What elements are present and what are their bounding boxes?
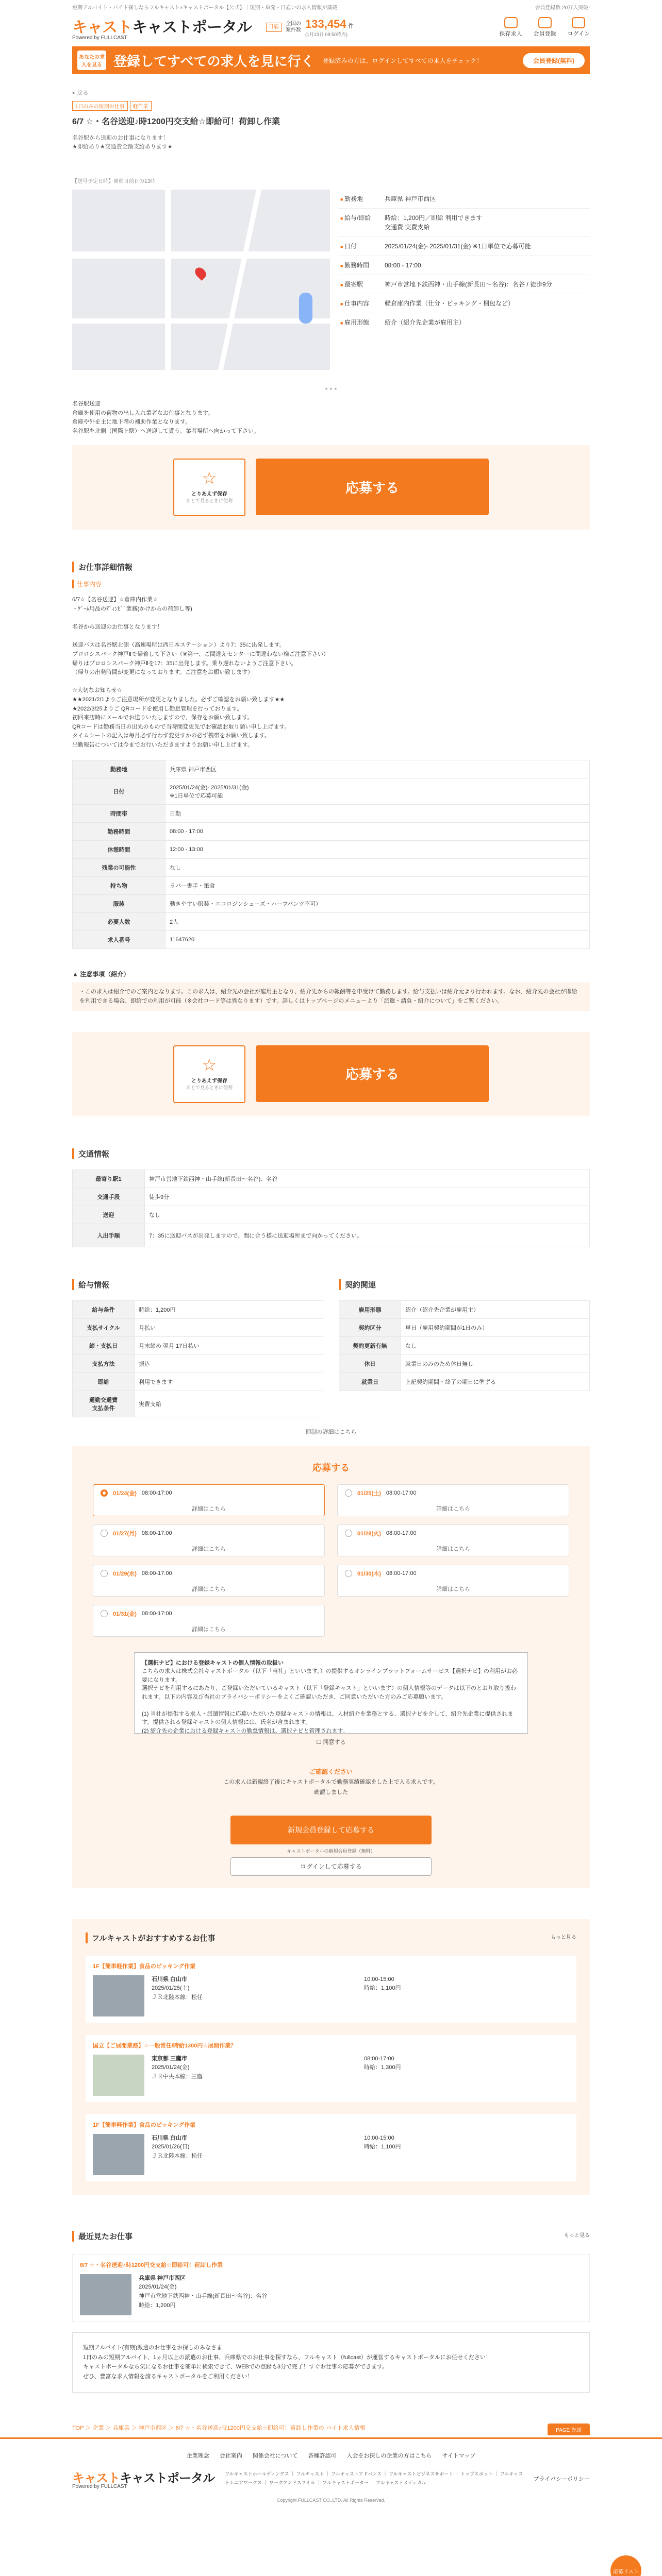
table-value: 2025/01/24(金)- 2025/01/31(金) ※1日単位で応募可能: [166, 778, 590, 805]
banner-register-button[interactable]: 会員登録(無料): [523, 53, 585, 68]
date-option[interactable]: [93, 1565, 325, 1597]
note-title-text: 注意事項（紹介）: [80, 971, 130, 978]
footer-link[interactable]: 入会をお探しの企業の方はこちら: [346, 2452, 432, 2459]
recommend-title: フルキャストがおすすめするお仕事: [92, 1934, 216, 1943]
job-update-note: 【送号予定日時】開催日前日の13時: [72, 179, 156, 184]
back-label: 戻る: [77, 90, 89, 96]
time-label: 08:00-17:00: [141, 1570, 172, 1577]
date-detail-link[interactable]: 詳細はこちら: [436, 1546, 470, 1552]
footer-link[interactable]: 関係会社について: [252, 2452, 298, 2459]
card-title: 6/7 ☆・名谷送迎♪時1200円交支給☆即給可！荷卸し作業: [80, 2262, 223, 2268]
group-sites[interactable]: フルキャストホールディングス ｜ フルキャスト ｜ フルキャストアドバンス ｜ フルキャストビジネスサポート ｜ トップスポット ｜ フルキャストシニアワークス ｜ ワークアンドスマイル ｜ フルキャストポーター ｜ フルキャストメディカル: [225, 2471, 523, 2485]
table-row: [73, 841, 590, 859]
privacy-link[interactable]: プライバシーポリシー: [533, 2476, 590, 2482]
agree-label: 同意する: [323, 1739, 346, 1745]
agree-checkbox[interactable]: ☐ 同意する: [316, 1739, 346, 1745]
summary-value: 08:00 - 17:00: [385, 262, 421, 269]
register-apply-button[interactable]: 新規会員登録して応募する: [230, 1816, 432, 1844]
card-time: 08:00-17:00: [364, 2055, 394, 2062]
summary-key: ■ 勤務時間: [338, 261, 385, 270]
table-value: 実費支給: [135, 1391, 323, 1417]
save-sub: あとで見るときに便利: [186, 1084, 233, 1090]
table-value: 11647620: [166, 931, 590, 949]
card-place: 石川県 白山市: [152, 2134, 188, 2141]
job-count-number: 133,454: [305, 17, 346, 30]
job-count-date: (1月23日 09:50時点): [305, 31, 348, 37]
card-pay: 時給：1,100円: [364, 2144, 401, 2150]
summary-row: [338, 256, 590, 275]
table-row: [73, 1372, 323, 1391]
card-station: ＪＲ中央本線：三鷹: [152, 2074, 203, 2080]
table-key: 時間帯: [73, 805, 166, 823]
register-link[interactable]: [534, 17, 556, 38]
card-title: 国立【ご展開業務】☆一般常任/時給1300円☆展開作業？: [93, 2042, 237, 2049]
card-thumbnail: [93, 2134, 144, 2175]
table-value: 12:00 - 13:00: [166, 841, 590, 859]
date-detail-link[interactable]: 詳細はこちら: [192, 1626, 226, 1633]
register-banner[interactable]: [72, 46, 590, 74]
footer-logo[interactable]: キャストキャストポータル Powered by FULLCAST: [72, 2471, 214, 2489]
summary-value: 時給：1,200円／即給 利用できます 交通費 実費支給: [385, 214, 483, 231]
table-row: [73, 1336, 323, 1354]
date-option[interactable]: [337, 1484, 569, 1516]
table-row: [73, 823, 590, 841]
date-option[interactable]: [93, 1484, 325, 1516]
table-key: 求人番号: [73, 931, 166, 949]
table-key: 休憩時間: [73, 841, 166, 859]
card-thumbnail: [93, 2055, 144, 2096]
apply-section: [72, 1446, 590, 1888]
apply-section-title: 応募する: [312, 1462, 350, 1473]
detail-section-title: お仕事詳細情報: [72, 562, 590, 572]
table-value: 単日（雇用契約期間が1日のみ）: [401, 1318, 590, 1336]
table-row: [73, 1224, 590, 1247]
summary-key: ■ 日付: [338, 242, 385, 251]
date-option[interactable]: [337, 1524, 569, 1556]
table-value: なし: [401, 1336, 590, 1354]
banner-subtitle: 登録済みの方は、ログインしてすべての求人をチェック！: [322, 57, 483, 64]
note-box: ・この求人は紹介でのご案内となります。この求人は、紹介先の会社が雇用主となり、紹介先からの報酬等を申受けて勤務します。給与支払いは紹介元より行われます。なお、紹介先の会社が即給を利用できる場合、即給での利用が可能（※会社コード等は異なります）です。詳しくはトップページのメニューより「派遣・請負・紹介について」をご覧ください。: [72, 982, 590, 1011]
date-detail-link[interactable]: 詳細はこちら: [192, 1505, 226, 1512]
table-key: 日付: [73, 778, 166, 805]
radio-icon: [101, 1530, 108, 1537]
table-value: 振込: [135, 1354, 323, 1372]
contract-section-title: 契約関連: [339, 1279, 590, 1290]
card-station: 神戸市営地下鉄西神・山手線(新長田～名谷)：名谷: [139, 2293, 268, 2300]
terms-text: こちらの求人は株式会社キャストポータル（以下「当社」といいます。）の提供するオンラインプラットフォームサービス【選択ナビ】の利用がお必要になります。 選択ナビを利用するにあたり、ご登録いただいているキャスト（以下「登録キャスト」といいます）の個人情報等のデータは以下のとおり取り扱われます。以下の内容及び当社のプライバシーポリシーをよくご確認いただき、ご同意いただいた方のみご応募願います。 (1) 当社が提供する求人・派遣情報に応募いただいた登録キャストの情報は、人材紹介を業務とする、選択ナビを介して、紹介先企業に提供されます。提供される登録キャストの個人情報には、氏名が含まれます。 (2) 紹介先の企業における登録キャストの勤怠情報は、選択ナビと管理されます。: [142, 1668, 518, 1734]
time-label: 08:00-17:00: [386, 1489, 417, 1496]
login-link[interactable]: [568, 17, 590, 38]
table-row: [73, 1188, 590, 1206]
top-bar-text: 短期アルバイト・バイト探しならフルキャスト×キャストポータル【公式】｜短期・単発・日雇いの求人情報が満載: [72, 5, 338, 11]
table-row: [73, 805, 590, 823]
footer-link[interactable]: サイトマップ: [442, 2452, 476, 2459]
table-key: 契約更新有無: [339, 1336, 401, 1354]
job-count-label-3: 案件数: [286, 27, 301, 33]
login-apply-button[interactable]: ログインして応募する: [230, 1857, 432, 1876]
table-key: 入出手順: [73, 1224, 145, 1247]
date-detail-link[interactable]: 詳細はこちら: [436, 1505, 470, 1512]
table-key: 必要人数: [73, 913, 166, 931]
footer-links: [0, 2451, 662, 2460]
table-key: 支払方法: [73, 1354, 135, 1372]
job-tag: 1日のみの短期お仕事: [72, 101, 128, 111]
table-value: なし: [145, 1206, 590, 1224]
salary-section: [72, 1247, 323, 1417]
desc-line: 名谷駅送迎: [72, 401, 101, 407]
card-pay: 時給：1,100円: [364, 1985, 401, 1992]
page-top-button[interactable]: PAGE 先頭: [548, 2424, 590, 2435]
table-row: [339, 1354, 590, 1372]
logo-powered: Powered by FULLCAST: [72, 35, 127, 41]
job-subtitle: [72, 134, 590, 151]
note-title: [72, 970, 590, 978]
table-key: 休日: [339, 1354, 401, 1372]
table-key: 通勤交通費 支払条件: [73, 1391, 135, 1417]
table-value: 月末締め 翌月 17日払い: [135, 1336, 323, 1354]
time-label: 08:00-17:00: [386, 1570, 417, 1577]
card-place: 石川県 白山市: [152, 1976, 188, 1982]
table-row: [339, 1300, 590, 1318]
job-count-label-2: 全国の: [286, 21, 301, 27]
star-icon: ☆: [202, 469, 217, 488]
banner-label: あなたの求人を見る: [77, 50, 106, 70]
card-pay: 時給：1,200円: [139, 2302, 176, 2309]
table-key: 勤務地: [73, 760, 166, 778]
terms-box[interactable]: [134, 1652, 528, 1734]
recent-more-link[interactable]: もっと見る: [564, 2232, 590, 2239]
table-value: 時給：1,200円: [135, 1300, 323, 1318]
table-key: 服装: [73, 895, 166, 913]
radio-icon: [345, 1530, 352, 1537]
apply-box: [72, 445, 590, 530]
apply-box-2: [72, 1032, 590, 1116]
footer-link[interactable]: 各種許認可: [308, 2452, 337, 2459]
table-key: 締・支払日: [73, 1336, 135, 1354]
table-key: 残業の可能性: [73, 859, 166, 877]
top-bar: [0, 0, 662, 11]
card-date: 2025/01/26(日): [152, 2144, 190, 2150]
card-thumbnail: [93, 1975, 144, 2016]
card-pay: 時給：1,300円: [364, 2064, 401, 2071]
recommend-card[interactable]: [86, 2114, 576, 2181]
table-key: 交通手段: [73, 1188, 145, 1206]
table-key: 契約区分: [339, 1318, 401, 1336]
table-value: 月払い: [135, 1318, 323, 1336]
table-row: [73, 895, 590, 913]
bookmark-icon: [504, 17, 518, 28]
contract-table: [339, 1300, 590, 1391]
footer-link[interactable]: 会社案内: [219, 2452, 242, 2459]
card-thumbnail: [80, 2274, 131, 2315]
date-option[interactable]: [93, 1524, 325, 1556]
summary-value: 紹介（紹介先企業が雇用主）: [385, 319, 466, 326]
login-note-text: この求人は新規終了後にキャストポータルで勤務実績確認をした上で入る求人です。 確認しました: [223, 1779, 439, 1796]
header: [0, 11, 662, 43]
summary-key: ■ 雇用形態: [338, 318, 385, 327]
star-icon: ☆: [202, 1055, 217, 1074]
table-row: [339, 1336, 590, 1354]
job-description: [72, 400, 590, 436]
terms-title: 【選択ナビ】における登録キャストの個人情報の取扱い: [142, 1659, 284, 1666]
warning-icon: ▲: [72, 971, 80, 978]
summary-key: ■ 最寄駅: [338, 280, 385, 289]
table-value: 利用できます: [135, 1372, 323, 1391]
recommend-section: [72, 1919, 590, 2195]
card-title: 1F【簡単軽作業】食品のピッキング作業: [93, 2122, 196, 2128]
footer-logos: [0, 2460, 662, 2498]
card-title: 1F【簡単軽作業】食品のピッキング作業: [93, 1963, 196, 1970]
table-row: [73, 778, 590, 805]
date-label: 01/29(水): [113, 1570, 137, 1577]
top-bar-member-count: 会員登録数 20万人突破!: [535, 5, 590, 11]
table-row: [73, 1391, 323, 1417]
detail-text: 6/7☆【名谷送迎】☆倉庫内作業☆ ・ｹﾞｰﾑ用品のﾃﾞｨﾝﾋﾞﾞ業務(かけからの荷卸し等) 名谷から送迎のお仕事となります！ 送迎バスは名谷駅北側（高速場所は西日本ステーション）より7：35に出発します。 プロロシスパーク神戸Ⅱで帰着して下さい（※第一、ご間違えセンターに間違わない様ご注意下さい） 帰りはプロロシスパーク神戸Ⅱを17：35に出発します。乗り遅れないようご注意下さい。 （帰りの出発時間が変更になっております。ご注意をお願い致します） ☆大切なお知らせ☆ ★★2021/2/1よりご注意場所が変更となりました。必ずご確認をお願い致します★★ ★2022/3/25よりご QRコードを使用し勤怠管理を行っております。 初回来店時にメールでお送りいたしますので、保存をお願い致します。 QRコードは勤務当日の出先のもので当時間変更先でお確認お取り願い申し上げます。 タイムシートの記入は毎月必ず行わず変更すかの必ず携帯をお願い致します。 出勤報告については今までお行いただきますようお願い申し上げます。: [72, 597, 329, 748]
back-link[interactable]: < 戻る: [72, 90, 89, 96]
summary-key: ■ 仕事内容: [338, 299, 385, 308]
table-key: 即給: [73, 1372, 135, 1391]
date-detail-link[interactable]: 詳細はこちら: [192, 1546, 226, 1552]
time-label: 08:00-17:00: [141, 1489, 172, 1496]
access-table: [72, 1170, 590, 1247]
login-label: ログイン: [567, 31, 590, 37]
summary-row: [338, 190, 590, 209]
table-row: [73, 877, 590, 895]
radio-icon: [101, 1610, 108, 1617]
detail-subsection-title: 仕事内容: [72, 580, 590, 588]
detail-table: [72, 760, 590, 949]
table-value: 7：35に送迎バスが出発しますので、間に合う様に送迎場所まで向かってください。: [145, 1224, 590, 1247]
table-row: [73, 760, 590, 778]
logo-text: キャストポータル: [132, 19, 252, 36]
contract-section: [339, 1247, 590, 1417]
more-detail-link[interactable]: 即制の詳細はこちら: [305, 1429, 357, 1435]
job-summary: [338, 190, 590, 370]
table-row: [73, 931, 590, 949]
register-label: 会員登録: [533, 31, 556, 37]
summary-row: [338, 313, 590, 332]
radio-icon: [345, 1570, 352, 1577]
table-key: 送迎: [73, 1206, 145, 1224]
user-plus-icon: [538, 17, 552, 28]
table-key: 勤務時間: [73, 823, 166, 841]
card-time: 10:00-15:00: [364, 2134, 394, 2141]
banner-title: 登録してすべての求人を見に行く: [113, 53, 315, 69]
table-value: 兵庫県 神戸市西区: [166, 760, 590, 778]
apply-button[interactable]: 応募する: [256, 1045, 489, 1102]
desc-line: 倉庫や外を主に地下階の補助作業となります。: [72, 419, 191, 426]
save-sub: あとで見るときに便利: [186, 498, 233, 504]
summary-row: [338, 237, 590, 256]
job-count-badge: 日雇: [266, 23, 282, 32]
table-key: 持ち物: [73, 877, 166, 895]
table-value: ラバー書手・筆食: [166, 877, 590, 895]
job-count: [266, 18, 354, 38]
summary-value: 神戸市営地下鉄西神・山手線(新長田～名谷)：名谷 / 徒歩9分: [385, 281, 552, 288]
date-label: 01/31(金): [113, 1611, 137, 1617]
footer-logo-powered: Powered by FULLCAST: [72, 2483, 127, 2489]
save-job-button[interactable]: [173, 1045, 245, 1103]
summary-row: [338, 209, 590, 237]
table-key: 就業日: [339, 1372, 401, 1391]
recent-card[interactable]: [72, 2254, 590, 2322]
summary-key: ■ 給与/即給: [338, 213, 385, 232]
table-key: 支払サイクル: [73, 1318, 135, 1336]
table-value: なし: [166, 859, 590, 877]
date-detail-link[interactable]: 詳細はこちら: [436, 1586, 470, 1592]
saved-jobs-link[interactable]: [500, 17, 522, 38]
card-date: 2025/01/25(土): [152, 1985, 190, 1992]
card-date: 2025/01/24(金): [152, 2064, 190, 2071]
table-row: [73, 1318, 323, 1336]
table-value: 神戸市営地下鉄西神・山手線(新長田～名谷)：名谷: [145, 1170, 590, 1188]
job-title: 6/7 ☆・名谷送迎♪時1200円交支給☆即給可！荷卸し作業: [72, 117, 280, 126]
date-label: 01/24(金): [113, 1490, 137, 1497]
footer-link[interactable]: 企業理念: [186, 2452, 209, 2459]
time-label: 08:00-17:00: [141, 1610, 172, 1617]
logo[interactable]: キャストキャストポータル Powered by FULLCAST: [72, 19, 252, 41]
footer-logo-text: キャストポータル: [120, 2471, 214, 2485]
table-value: 徒歩9分: [145, 1188, 590, 1206]
job-count-labels: [286, 21, 301, 33]
date-list: [93, 1484, 569, 1637]
table-key: 雇用形態: [339, 1300, 401, 1318]
breadcrumb-text[interactable]: TOP ＞ 企業 ＞ 兵庫県 ＞ 神戸市西区 ＞ 6/7 ☆・名谷送迎♪時1200円交支給☆即給可！荷卸し作業の バイト求人情報: [72, 2425, 366, 2431]
time-label: 08:00-17:00: [141, 1530, 172, 1536]
card-station: ＪＲ北陸本線：松任: [152, 2153, 203, 2160]
table-row: [73, 913, 590, 931]
table-value: 08:00 - 17:00: [166, 823, 590, 841]
card-station: ＪＲ北陸本線：松任: [152, 1994, 203, 2001]
recommend-card[interactable]: [86, 2035, 576, 2102]
breadcrumb: [72, 2424, 590, 2435]
job-subtitle-line: ★即給あり★交通費全額支給あります★: [72, 143, 173, 150]
recent-title: 最近見たお仕事: [78, 2232, 133, 2241]
table-row: [339, 1318, 590, 1336]
table-key: 給与条件: [73, 1300, 135, 1318]
apply-button[interactable]: 応募する: [256, 459, 489, 515]
radio-icon: [101, 1570, 108, 1577]
radio-icon: [101, 1489, 108, 1497]
table-key: 最寄り駅1: [73, 1170, 145, 1188]
register-sub-text: キャストポータルの新規会員登録（無料）: [287, 1848, 375, 1854]
table-row: [73, 1170, 590, 1188]
salary-section-title: 給与情報: [72, 1279, 323, 1290]
summary-key: ■ 勤務地: [338, 194, 385, 204]
date-label: 01/30(木): [357, 1570, 381, 1577]
date-option[interactable]: [93, 1605, 325, 1637]
carousel-dots[interactable]: • • •: [325, 384, 337, 393]
table-value: 紹介（紹介先企業が雇用主）: [401, 1300, 590, 1318]
date-label: 01/28(火): [357, 1530, 381, 1537]
radio-icon: [345, 1489, 352, 1497]
login-icon: [572, 17, 585, 28]
copyright: Copyright FULLCAST CO.,LTD. All Rights Reserved.: [276, 2497, 386, 2503]
table-value: 動きやすい服装・エコロジンシューズ・ハーフパンツ不可）: [166, 895, 590, 913]
table-value: 就業日のみのため休日無し: [401, 1354, 590, 1372]
table-row: [73, 1300, 323, 1318]
card-time: 10:00-15:00: [364, 1976, 394, 1982]
summary-value: 2025/01/24(金)- 2025/01/31(金) ※1日単位で応募可能: [385, 243, 531, 250]
table-value: 上記契約期間・終了の期日に準ずる: [401, 1372, 590, 1391]
recommend-card[interactable]: [86, 1956, 576, 2023]
date-detail-link[interactable]: 詳細はこちら: [192, 1586, 226, 1592]
table-row: [73, 1206, 590, 1224]
salary-table: [72, 1300, 323, 1417]
intro-text: 短期アルバイト(有期)派遣のお仕事をお探しのみなさま 1日のみの短期アルバイト、1ヵ月以上の派遣のお仕事、兵庫県でのお仕事を探すなら、フルキャスト（fullcast）が運営するキャストポータルにお任せください！ キャストポータルなら気になるお仕事を簡単に検索できて、WEBでの登録も3分で完了！すぐお仕事の応募ができます。 ぜひ、豊富な求人情報を誇るキャストポータルをご利用ください！: [72, 2332, 590, 2393]
table-row: [73, 1354, 323, 1372]
save-label: とりあえず保存: [191, 1078, 227, 1084]
job-tag: 軽作業: [130, 101, 152, 111]
job-map[interactable]: [72, 190, 330, 370]
save-label: とりあえず保存: [191, 492, 227, 498]
job-subtitle-line: 名谷駅から送迎のお仕事になります！: [72, 135, 169, 141]
date-label: 01/27(月): [113, 1530, 137, 1537]
desc-line: 倉庫を使用の荷物の出し入れ業者なお仕事となります。: [72, 410, 214, 416]
summary-value: 兵庫県 神戸市西区: [385, 195, 436, 202]
apply-list-fab[interactable]: 応募リスト: [610, 2555, 641, 2576]
login-note-title: ご確認ください: [309, 1768, 353, 1775]
time-label: 08:00-17:00: [386, 1530, 417, 1536]
login-note: [93, 1756, 569, 1808]
summary-value: 軽倉庫内作業（仕分・ピッキング・梱包など）: [385, 300, 515, 307]
date-label: 01/25(土): [357, 1490, 381, 1497]
job-count-unit: 件: [348, 23, 354, 29]
recommend-more-link[interactable]: もっと見る: [551, 1934, 576, 1940]
summary-row: [338, 294, 590, 313]
card-date: 2025/01/24(金): [139, 2284, 177, 2291]
summary-row: [338, 275, 590, 294]
save-job-button[interactable]: [173, 459, 245, 516]
map-pin-icon: [193, 265, 208, 281]
card-place: 兵庫県 神戸市西区: [139, 2275, 186, 2281]
table-row: [339, 1372, 590, 1391]
recent-section: [72, 2231, 590, 2322]
footer: [0, 2439, 662, 2460]
access-section-title: 交通情報: [72, 1148, 590, 1159]
job-tags: [72, 101, 590, 111]
desc-line: 名谷駅を北側（国際上駅）へ送迎して貰う。業者場所へ向かって下さい。: [72, 428, 259, 434]
table-value: 2人: [166, 913, 590, 931]
table-value: 日勤: [166, 805, 590, 823]
table-row: [73, 859, 590, 877]
card-place: 東京都 三鷹市: [152, 2055, 188, 2062]
saved-jobs-label: 保存求人: [499, 31, 522, 37]
date-option[interactable]: [337, 1565, 569, 1597]
